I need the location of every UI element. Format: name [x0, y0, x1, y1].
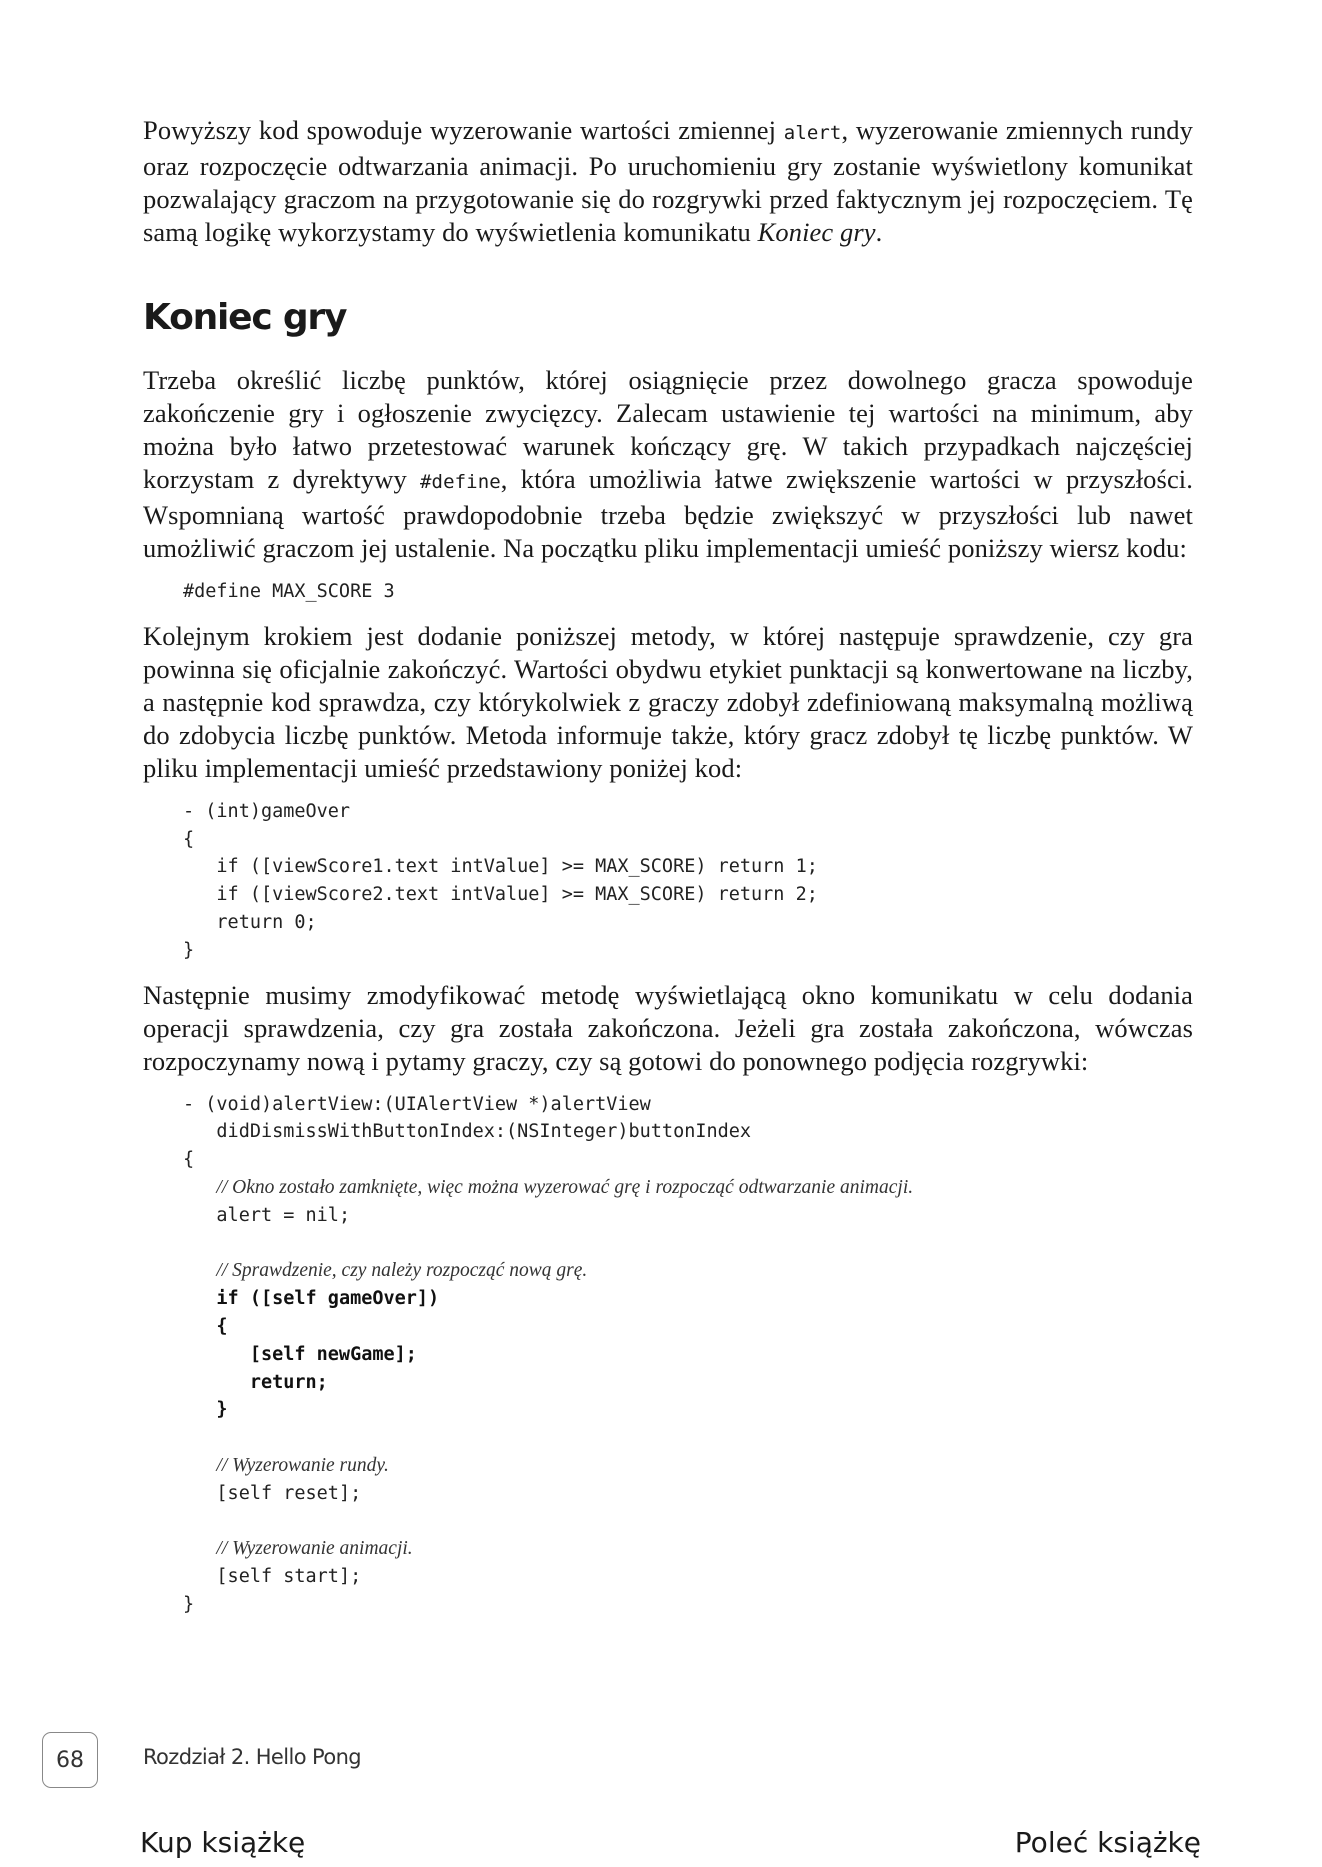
code-comment: // Wyzerowanie rundy. — [216, 1454, 389, 1476]
code-line-bold — [183, 1369, 1193, 1397]
paragraph-gameover-method: Kolejnym krokiem jest dodanie poniższej metody, w której następuje sprawdzenie, czy gra powinna się oficjalnie zakończyć. Wartości obydwu etykiet punktacji są konwertowane na liczby, a następnie kod sprawdza, czy którykolwiek z graczy zdobył zdefiniowaną maksymalną możliwą do zdobycia liczbę punktów. Metoda informuje także, który gracz zdobył tę liczbę punktów. W pliku implementacji umieść przedstawiony poniżej kod: — [143, 620, 1193, 783]
code-text: { — [216, 1315, 228, 1337]
code-line — [183, 1257, 1193, 1285]
code-line: didDismissWithButtonIndex:(NSInteger)buttonIndex — [183, 1121, 752, 1143]
code-line: - (void)alertView:(UIAlertView *)alertView — [183, 1093, 651, 1115]
code-comment: // Okno zostało zamknięte, więc można wyzerować grę i rozpocząć odtwarzanie animacji. — [216, 1176, 914, 1198]
code-blank-line — [183, 1230, 1193, 1258]
code-block-alertview — [183, 1091, 1193, 1619]
code-line-bold — [183, 1313, 1193, 1341]
section-heading: Koniec gry — [143, 297, 347, 338]
inline-code-alert: alert — [783, 122, 842, 144]
code-line-bold — [183, 1285, 1193, 1313]
code-comment: // Wyzerowanie animacji. — [216, 1538, 413, 1560]
recommend-book-link[interactable]: Poleć książkę — [1014, 1826, 1201, 1859]
code-line — [183, 1480, 1193, 1508]
code-blank-line — [183, 1508, 1193, 1536]
paragraph-intro-text-1: Powyższy kod spowoduje wyzerowanie wartości zmiennej — [143, 115, 784, 145]
code-line: } — [183, 1593, 195, 1615]
code-line — [183, 1174, 1193, 1202]
code-block-gameover — [183, 798, 1193, 965]
code-comment: // Sprawdzenie, czy należy rozpocząć nową grę. — [216, 1260, 588, 1282]
page-number: 68 — [42, 1732, 98, 1788]
paragraph-alert-modify: Następnie musimy zmodyfikować metodę wyświetlającą okno komunikatu w celu dodania operacji sprawdzenia, czy gra została zakończona. Jeżeli gra została zakończona, wówczas rozpoczynamy nową i pytamy graczy, czy są gotowi do ponownego podjęcia rozgrywki: — [143, 979, 1193, 1076]
code-line — [183, 1563, 1193, 1591]
code-line: return 0; — [183, 911, 317, 933]
code-line-bold — [183, 1396, 1193, 1424]
page-content — [143, 114, 1193, 1619]
code-text: [self reset]; — [216, 1482, 362, 1504]
paragraph-max-score — [143, 364, 1193, 565]
code-line — [183, 1535, 1193, 1563]
code-line-bold — [183, 1341, 1193, 1369]
code-line: } — [183, 939, 195, 961]
inline-italic-koniec-gry: Koniec gry — [757, 217, 876, 247]
code-text: return; — [249, 1371, 328, 1393]
code-text: [self start]; — [216, 1566, 362, 1588]
paragraph-intro-text-3: . — [875, 217, 883, 247]
code-line: if ([viewScore2.text intValue] >= MAX_SCORE) return 2; — [183, 884, 818, 906]
paragraph-intro — [143, 114, 1193, 249]
code-text: if ([self gameOver]) — [216, 1288, 440, 1310]
code-text: } — [216, 1399, 228, 1421]
paragraph-intro-text-2: , wyzerowanie zmiennych rundy oraz rozpoczęcie odtwarzania animacji. Po uruchomieniu gry zostanie wyświetlony komunikat pozwalający graczom na przygotowanie się do rozgrywki przed faktycznym jej rozpoczęciem. Tę samą logikę wykorzystamy do wyświetlenia komunikatu — [143, 115, 1193, 247]
code-text: [self newGame]; — [249, 1343, 417, 1365]
code-block-define — [183, 578, 1193, 606]
code-line — [183, 1452, 1193, 1480]
code-line: { — [183, 1149, 195, 1171]
paragraph-max-score-text-1: Trzeba określić liczbę punktów, której osiągnięcie przez dowolnego gracza spowoduje zakończenie gry i ogłoszenie zwycięzcy. Zalecam ustawienie tej wartości na minimum, aby można było łatwo przetestować warunek kończący grę. W takich przypadkach najczęściej korzystam z dyrektywy — [143, 365, 1193, 494]
inline-code-define: #define — [420, 471, 501, 493]
code-text: alert = nil; — [216, 1204, 351, 1226]
code-line: #define MAX_SCORE 3 — [183, 581, 395, 602]
code-line: if ([viewScore1.text intValue] >= MAX_SCORE) return 1; — [183, 856, 818, 878]
code-line: - (int)gameOver — [183, 800, 351, 822]
buy-book-link[interactable]: Kup książkę — [140, 1826, 306, 1859]
chapter-title: Rozdział 2. Hello Pong — [143, 1745, 362, 1769]
code-blank-line — [183, 1424, 1193, 1452]
code-line — [183, 1202, 1193, 1230]
code-line: { — [183, 828, 195, 850]
paragraph-max-score-text-2: , która umożliwia łatwe zwiększenie wartości w przyszłości. Wspomnianą wartość prawdopodobnie trzeba będzie zwiększyć w przyszłości lub nawet umożliwić graczom jej ustalenie. Na początku pliku implementacji umieść poniższy wiersz kodu: — [143, 464, 1193, 563]
